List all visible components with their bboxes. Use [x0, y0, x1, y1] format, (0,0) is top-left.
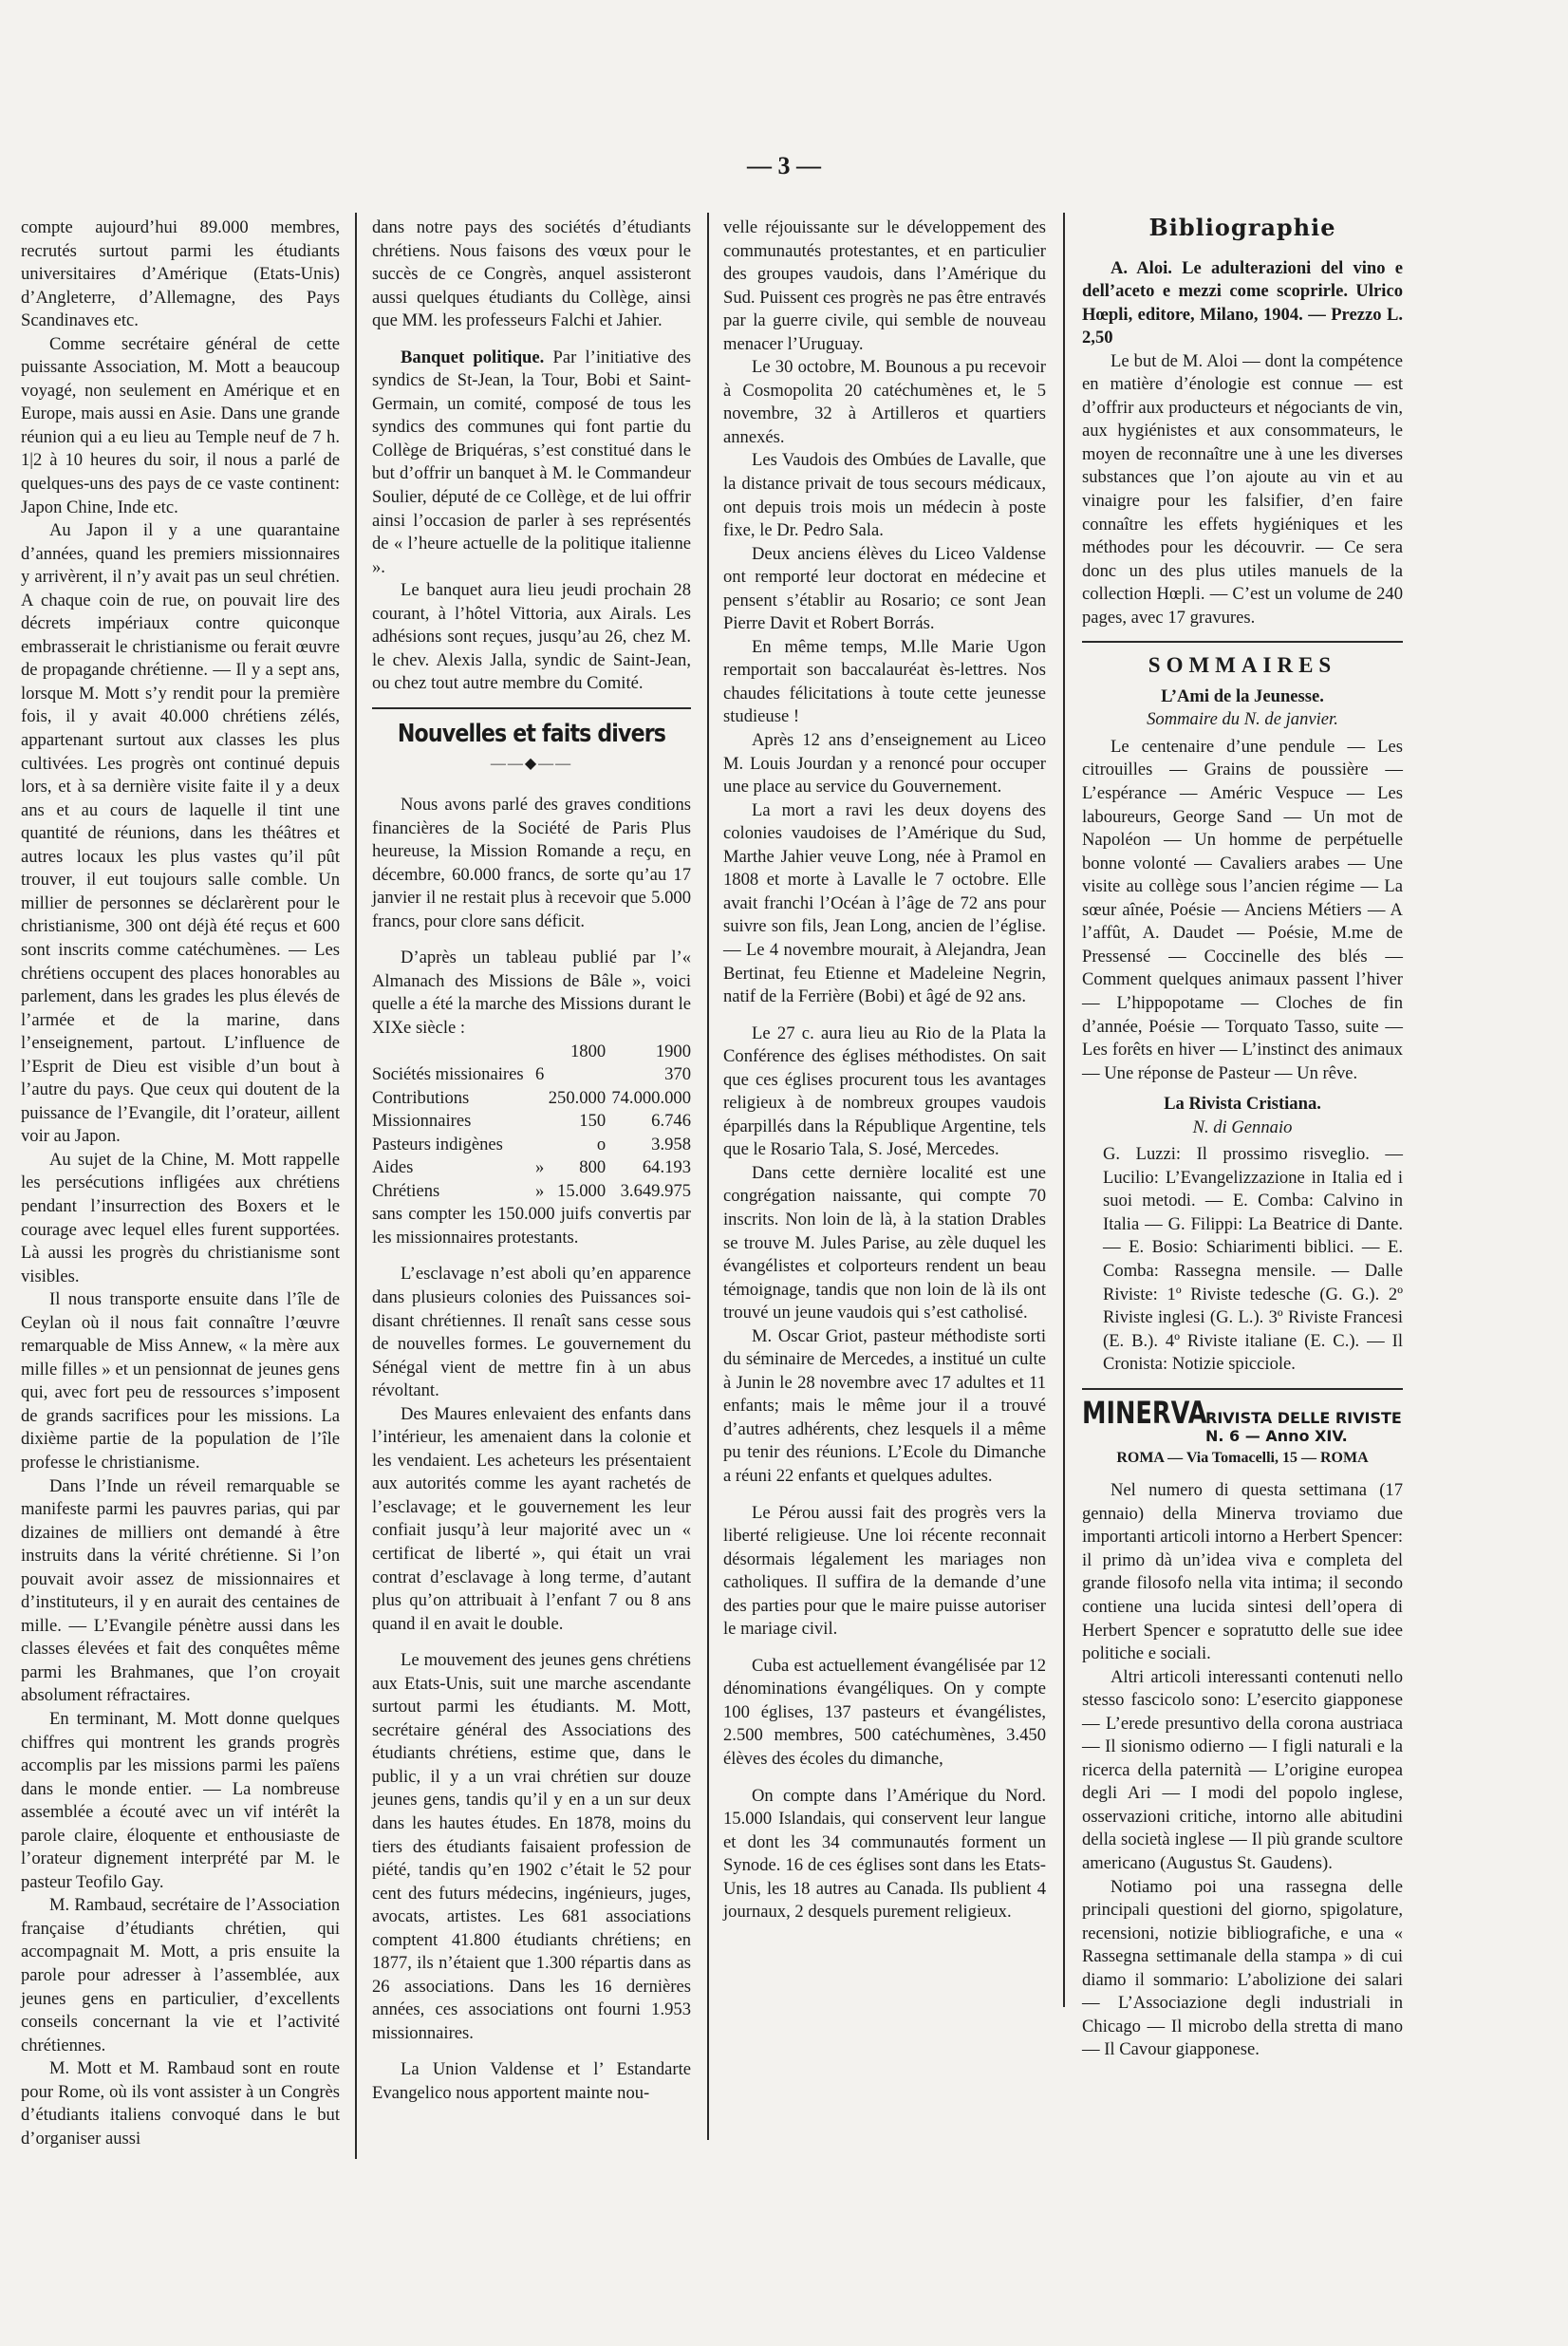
- table-mark: »: [534, 1180, 545, 1201]
- col3-paragraph: Dans cette dernière localité est une congrégation naissante, qui compte 70 inscrits. Non loin de là, à la station Drables se trouve M. Jules Parise, au zèle duquel les évangélistes et colporteurs rendent un beau témoignage, tandis que non loin de là ils ont trouvé un jeune vaudois qui s’est catholisé.: [723, 1162, 1046, 1323]
- col2-paragraph: Le banquet aura lieu jeudi prochain 28 courant, à l’hôtel Vittoria, aux Airals. Les adhésions sont reçues, jusqu’au 26, chez M. le chev. Alexis Jalla, syndic de Saint-Jean, ou chez tout autre membre du Comité.: [372, 580, 691, 694]
- col3-paragraph: On compte dans l’Amérique du Nord. 15.000 Islandais, qui conservent leur langue et dont les 34 communautés forment un Synode. 16 de ces églises sont dans les Etats-Unis, les 18 autres au Canada. Ils publient 4 journaux, 2 desquels purement religieux.: [723, 1785, 1046, 1923]
- col3-paragraph: velle réjouissante sur le développement des communautés protestantes, et en particulier des groupes vaudois, dans l’Amérique du Sud. Puissent ces progrès ne pas être entravés par la guerre civile, qui semble de nouveau menacer l’Uruguay.: [723, 217, 1046, 354]
- table-value: 74.000.000: [611, 1087, 691, 1108]
- table-label: Contributions: [372, 1087, 470, 1108]
- column-3: [723, 216, 1046, 1924]
- column-rule-3: [1063, 213, 1065, 2007]
- minerva-header: [1082, 1394, 1403, 1445]
- rivista-title: La Rivista Cristiana.: [1164, 1094, 1321, 1115]
- minerva-paragraph: Nel numero di questa settimana (17 gennaio) della Minerva troviamo due importanti articoli intorno a Herbert Spencer: il primo dà un’idea viva e completa del grande filosofo nella vita intima; il secondo contiene una lucida sintesi dell’opera di Herbert Spencer e sopratutto delle sue idee politiche e sociali.: [1082, 1480, 1403, 1664]
- table-value: 800: [579, 1157, 607, 1178]
- section-divider: [372, 707, 691, 709]
- table-year: 1900: [655, 1041, 691, 1061]
- missions-table: [372, 1041, 691, 1204]
- ami-title: L’Ami de la Jeunesse.: [1161, 685, 1324, 706]
- banquet-article: [372, 347, 691, 579]
- table-value: 3.649.975: [620, 1180, 691, 1201]
- col2-paragraph: La Union Valdense et l’ Estandarte Evangelico nous apportent mainte nou-: [372, 2059, 691, 2104]
- minerva-subtitle-line1: RIVISTA DELLE RIVISTE: [1205, 1408, 1402, 1427]
- biblio-entry: A. Aloi. Le adulterazioni del vino e dell’aceto e mezzi come scoprirle. Ulrico Hœpli, editore, Milano, 1904. — Prezzo L. 2,50: [1082, 257, 1403, 348]
- bibliographie-heading: Bibliographie: [1148, 214, 1336, 241]
- col2-paragraph: sans compter les 150.000 juifs convertis par les missionnaires protestants.: [372, 1204, 691, 1248]
- col1-paragraph: Comme secrétaire général de cette puissante Association, M. Mott a beaucoup voyagé, non seulement en Amérique et en Europe, mais aussi en Asie. Dans une grande réunion qui a eu lieu au Temple neuf de 7 h. 1|2 à 10 heures du soir, il nous a parlé de quelques-uns des pays de ce vaste continent: Japon Chine, Inde etc.: [21, 333, 340, 517]
- table-mark: »: [534, 1157, 545, 1178]
- table-header-row: [372, 1041, 691, 1064]
- col1-paragraph: M. Mott et M. Rambaud sont en route pour Rome, où ils vont assister à un Congrès d’étudiants italiens convoqué dans le but d’organiser aussi: [21, 2058, 340, 2149]
- col3-paragraph: La mort a ravi les deux doyens des colonies vaudoises de l’Amérique du Sud, Marthe Jahier veuve Long, née à Pramol en 1808 et morte à Lavalle le 7 octobre. Elle avait franchi l’Océan à l’âge de 72 ans pour suivre son fils, Jean Long, ancien de l’église. — Le 4 novembre mourait, à Alejandra, Jean Bertinat, feu Etienne et Madeleine Negrin, natif de la Ferrière (Bobi) et âgé de 92 ans.: [723, 799, 1046, 1007]
- table-value: 15.000: [557, 1180, 607, 1201]
- table-mark: [534, 1087, 544, 1111]
- col3-paragraph: Le Pérou aussi fait des progrès vers la liberté religieuse. Une loi récente reconnait désormais légalement les mariages non catholiques. Il suffira de la demande d’une des parties pour que le maire puisse autoriser le mariage civil.: [723, 1502, 1046, 1640]
- col1-paragraph: Il nous transporte ensuite dans l’île de Ceylan où il nous fait connaître l’œuvre remarquable de Miss Annew, « la mère aux mille filles » et un pensionnat de jeunes gens qui, avec fort peu de ressources s’imposent de grands sacrifices pour les missions. La dixième partie de la population de l’île professe le christianisme.: [21, 1289, 340, 1473]
- col3-paragraph: Après 12 ans d’enseignement au Liceo M. Louis Jourdan y a renoncé pour occuper une place au service du Gouvernement.: [723, 730, 1046, 798]
- table-mark: [534, 1134, 544, 1157]
- table-label: Pasteurs indigènes: [372, 1134, 503, 1154]
- banquet-title: Banquet politique.: [401, 347, 545, 367]
- biblio-review: Le but de M. Aloi — dont la compétence en matière d’énologie est connue — est d’offrir aux producteurs et négociants de vin, aux hygiénistes et aux consommateurs, le moyen de reconnaître une à une les diverses substances que l’on ajoute au vin et au vinaigre pour les falsifier, d’en faire connaître les effets hygiéniques et les méthodes pour les découvrir. — Ce sera donc un des plus utiles manuels de la collection Hœpli. — C’est un volume de 240 pages, avec 17 gravures.: [1082, 350, 1403, 628]
- col2-paragraph: D’après un tableau publié par l’« Almanach des Missions de Bâle », voici quelle a été la marche des Missions durant le XIXe siècle :: [372, 948, 691, 1038]
- table-label: Aides: [372, 1157, 414, 1178]
- col3-paragraph: En même temps, M.lle Marie Ugon remportait son baccalauréat ès-lettres. Nos chaudes félicitations à toute cette jeunesse studieuse !: [723, 636, 1046, 727]
- table-value: 6.746: [651, 1111, 691, 1132]
- banquet-text: Par l’initiative des syndics de St-Jean, la Tour, Bobi et Saint-Germain, un comité, composé de tous les syndics des communes qui font partie du Collège de Briquéras, s’est constitué dans le but d’offrir un banquet à M. le Commandeur Soulier, député de ce Collège, et de lui offrir ainsi l’occasion de parler à ses représentés de « l’heure actuelle de la politique italienne ».: [372, 347, 691, 577]
- col3-paragraph: Cuba est actuellement évangélisée par 12 dénominations évangéliques. On y compte 100 églises, 137 pasteurs et évangélistes, 2.500 membres, 500 catéchumènes, 3.450 élèves des écoles du dimanche,: [723, 1655, 1046, 1769]
- table-value: o: [596, 1134, 607, 1154]
- ornament-divider: ——◆——: [490, 756, 573, 773]
- col3-paragraph: Le 27 c. aura lieu au Rio de la Plata la Conférence des églises méthodistes. On sait que ces églises procurent tous les avantages religieux à de nombreux groupes vaudois éparpillés dans la République Argentine, tels que le Rosario Tala, S. José, Mercedes.: [723, 1023, 1046, 1160]
- col1-paragraph: compte aujourd’hui 89.000 membres, recrutés surtout parmi les étudiants universitaires d’Amérique (Etats-Unis) d’Angleterre, d’Allemagne, des Pays Scandinaves etc.: [21, 217, 340, 331]
- minerva-paragraph: Altri articoli interessanti contenuti nello stesso fascicolo sono: L’esercito giapponese — L’erede presuntivo della corona austriaca — Il sionismo odierno — I figli naturali e la ricerca della paternità — L’origine europea degli Ari — I modi del popolo inglese, osservazioni critiche, intorno alle abitudini della società inglese — Il più grande scultore americano (Augustus St. Gaudens).: [1082, 1666, 1403, 1873]
- ami-contents: Le centenaire d’une pendule — Les citrouilles — Grains de poussière — L’espérance — Améric Vespuce — Les laboureurs, George Sand — Un mot de Napoléon — Un homme de perpétuelle bonne volonté — Cavaliers arabes — Une visite au collège sous l’ancien régime — La sœur aînée, Poésie — Anciens Métiers — A l’affût, A. Daudet — Poésie, M.me de Pressensé — Coccinelle des blés — Comment quelques animaux passent l’hiver — L’hippopotame — Cloches de fin d’année, Poésie — Torquato Tasso, suite — Les forêts en hiver — L’instinct des animaux — Une réponse de Pasteur — Un rêve.: [1082, 736, 1403, 1083]
- col1-paragraph: En terminant, M. Mott donne quelques chiffres qui montrent les grands progrès accomplis par les missions parmi les païens dans le monde entier. — La nombreuse assemblée a écouté avec un vif intérêt la parole claire, éloquente et enthousiaste de l’orateur dignement interprété par M. le pasteur Teofilo Gay.: [21, 1709, 340, 1892]
- column-1: [21, 216, 340, 2150]
- table-row: [372, 1063, 691, 1087]
- column-rule-2: [707, 213, 709, 2140]
- rivista-contents: G. Luzzi: Il prossimo risveglio. — Lucilio: L’Evangelizzazione in Italia ed i suoi metodi. — E. Comba: Calvino in Italia — G. Filippi: La Beatrice di Dante. — E. Bosio: Schiarimenti biblici. — E. Comba: Rassegna mensile. — Dalle Riviste: 1º Riviste tedesche (G. G.). 2º Riviste inglesi (G. L.). 3º Riviste Francesi (E. B.). 4º Riviste italiane (E. C.). — Il Cronista: Notizie spicciole.: [1103, 1144, 1403, 1375]
- section-divider: [1082, 1388, 1403, 1390]
- table-mark: [534, 1110, 544, 1134]
- col2-paragraph: Des Maures enlevaient des enfants dans l’intérieur, les amenaient dans la colonie et les vendaient. Les acheteurs les présentaient aux autorités comme les ayant rachetés de l’esclavage; et le gouvernement les leur confiait jusqu’à leur majorité avec un « certificat de liberté », qui était un vrai contrat d’esclavage à long terme, d’autant plus qu’on attribuait à l’enfant 7 ou 8 ans quand il en avait le double.: [372, 1403, 691, 1634]
- minerva-paragraph: Notiamo poi una rassegna delle principali questioni del giorno, spigolature, recensioni, notizie bibliografiche, e una « Rassegna settimanale della stampa » di cui diamo il sommario: L’abolizione dei salari — L’Associazione degli industriali in Chicago — Il microbo della stretta di mano — Il Cavour giapponese.: [1082, 1876, 1403, 2060]
- table-label: Sociétés missionaires: [372, 1064, 524, 1085]
- nouvelles-heading: Nouvelles et faits divers: [397, 719, 666, 748]
- section-divider: [1082, 641, 1403, 643]
- table-value: 150: [579, 1111, 607, 1132]
- col3-paragraph: Deux anciens élèves du Liceo Valdense ont remporté leur doctorat en médecine et pensent s’établir au Rosario; ce sont Jean Pierre Davit et Robert Borrás.: [723, 543, 1046, 634]
- page-number: — 3 —: [747, 152, 821, 179]
- col2-paragraph: dans notre pays des sociétés d’étudiants chrétiens. Nous faisons des vœux pour le succès de ce Congrès, anquel assisteront aussi quelques étudiants du Collège, ainsi que MM. les professeurs Falchi et Jahier.: [372, 217, 691, 331]
- col3-paragraph: Les Vaudois des Ombúes de Lavalle, que la distance privait de tous secours médicaux, ont depuis trois mois un médecin à poste fixe, le Dr. Pedro Sala.: [723, 450, 1046, 541]
- table-value: 3.958: [651, 1134, 691, 1154]
- table-value: 250.000: [548, 1087, 607, 1108]
- column-4: [1082, 216, 1403, 2062]
- table-row: [372, 1156, 691, 1180]
- col1-paragraph: Au sujet de la Chine, M. Mott rappelle les persécutions infligées aux chrétiens pendant l’insurrection des Boxers et le courage avec lequel elles furent supportées. Là aussi les progrès du christianisme sont visibles.: [21, 1149, 340, 1286]
- minerva-subtitle: [1205, 1409, 1402, 1445]
- table-year: 1800: [569, 1041, 607, 1061]
- col1-paragraph: Au Japon il y a une quarantaine d’années, quand les premiers missionnaires y arrivèrent, il n’y avait pas un seul chrétien. A chaque coin de rue, on pouvait lire des décrets impériaux contre quiconque embrasserait le christianisme ou ferait œuvre de propagande chrétienne. — Il y a sept ans, lorsque M. Mott s’y rendit pour la première fois, il y avait 40.000 chrétiens zélés, appartenant surtout aux classes les plus cultivées. Les progrès ont continué depuis lors, et à sa dernière visite faite il y a deux ans et au cours de laquelle il tint une quantité de réunions, dans les théâtres et autres locaux les plus vastes qu’il pût trouver, il eut toujours salle comble. Un millier de personnes se déclarèrent pour le christianisme, 300 ont déjà été reçus et 600 sont inscrits comme catéchumènes. — Les chrétiens occupent des places honorables au parlement, dans les grades les plus élevés de l’armée et de la marine, dans l’enseignement, partout. L’influence de l’Esprit de Dieu est visible d’un bout à l’autre du pays. Que ceux qui doutent de la puissance de l’Evangile, dit l’orateur, aillent voir au Japon.: [21, 520, 340, 1147]
- table-value: 64.193: [642, 1157, 691, 1178]
- col2-paragraph: Nous avons parlé des graves conditions financières de la Société de Paris Plus heureuse, la Mission Romande a reçu, en décembre, 60.000 francs, de sorte qu’au 17 janvier il ne restait plus à recevoir que 5.000 francs, pour clore sans déficit.: [372, 795, 691, 931]
- col3-paragraph: Le 30 octobre, M. Bounous a pu recevoir à Cosmopolita 20 catéchumènes et, le 5 novembre, 32 à Artilleros et quartiers annexés.: [723, 357, 1046, 447]
- col1-paragraph: M. Rambaud, secrétaire de l’Association française d’étudiants chrétien, qui accompagnait M. Mott, a pris ensuite la parole pour adresser à l’assemblée, aux jeunes gens en particulier, d’excellents conseils concernant la vie et l’activité chrétiennes.: [21, 1895, 340, 2055]
- col2-paragraph: Le mouvement des jeunes gens chrétiens aux Etats-Unis, suit une marche ascendante surtout parmi les étudiants. M. Mott, secrétaire général des Associations des étudiants chrétiens, estime que, dans le public, il y a un vrai chrétien sur douze jeunes gens, tandis qu’il y en a un sur deux dans les hautes études. En 1878, moins du tiers des étudiants faisaient profession de piété, tandis qu’en 1902 c’était le 52 pour cent des futurs médecins, ingénieurs, juges, avocats, artistes. Les 681 associations comptent 41.800 étudiants chrétiens; en 1877, ils n’étaient que 1.300 répartis dans as 26 associations. Dans les 16 dernières années, ces associations ont fourni 1.953 missionnaires.: [372, 1650, 691, 2043]
- col1-paragraph: Dans l’Inde un réveil remarquable se manifeste parmi les pauvres parias, qui par dizaines de milliers ont demandé à être instruits dans la vérité chrétienne. Si l’on pouvait avoir assez de missionnaires et d’instituteurs, il y en aurait des centaines de mille. — L’Evangile pénètre aussi dans les classes élevées et fait des conquêtes même parmi les Brahmanes, que l’on croyait absolument réfractaires.: [21, 1475, 340, 1706]
- minerva-subtitle-line2: N. 6 — Anno XIV.: [1205, 1426, 1348, 1445]
- table-value: [544, 1063, 606, 1087]
- rivista-subtitle: N. di Gennaio: [1192, 1117, 1293, 1137]
- table-row: [372, 1134, 691, 1157]
- minerva-title: MINERVA: [1082, 1394, 1207, 1431]
- col3-paragraph: M. Oscar Griot, pasteur méthodiste sorti du séminaire de Mercedes, a institué un culte à Junin le 28 novembre avec 17 adultes et 11 enfants; mais le même jour il a trouvé d’autres adhérents, chez lesquels il a même pu tenir des réunions. L’Ecole du Dimanche a réuni 22 enfants et quelques adultes.: [723, 1325, 1046, 1486]
- column-2: [372, 216, 691, 2106]
- ami-subtitle: Sommaire du N. de janvier.: [1147, 709, 1338, 730]
- minerva-address: ROMA — Via Tomacelli, 15 — ROMA: [1116, 1449, 1369, 1466]
- table-row: [372, 1180, 691, 1204]
- table-label: Chrétiens: [372, 1180, 440, 1201]
- table-label: Missionnaires: [372, 1111, 472, 1132]
- column-rule-1: [355, 213, 357, 2159]
- col2-paragraph: L’esclavage n’est aboli qu’en apparence dans plusieurs colonies des Puissances soi-disant chrétiennes. Il renaît sans cesse sous de nouvelles formes. Le gouvernement du Sénégal vient de mettre fin à un abus révoltant.: [372, 1264, 691, 1401]
- table-row: [372, 1087, 691, 1111]
- table-mark: 6: [534, 1064, 545, 1085]
- table-value: 370: [664, 1064, 691, 1085]
- table-row: [372, 1110, 691, 1134]
- sommaires-heading: SOMMAIRES: [1148, 653, 1337, 678]
